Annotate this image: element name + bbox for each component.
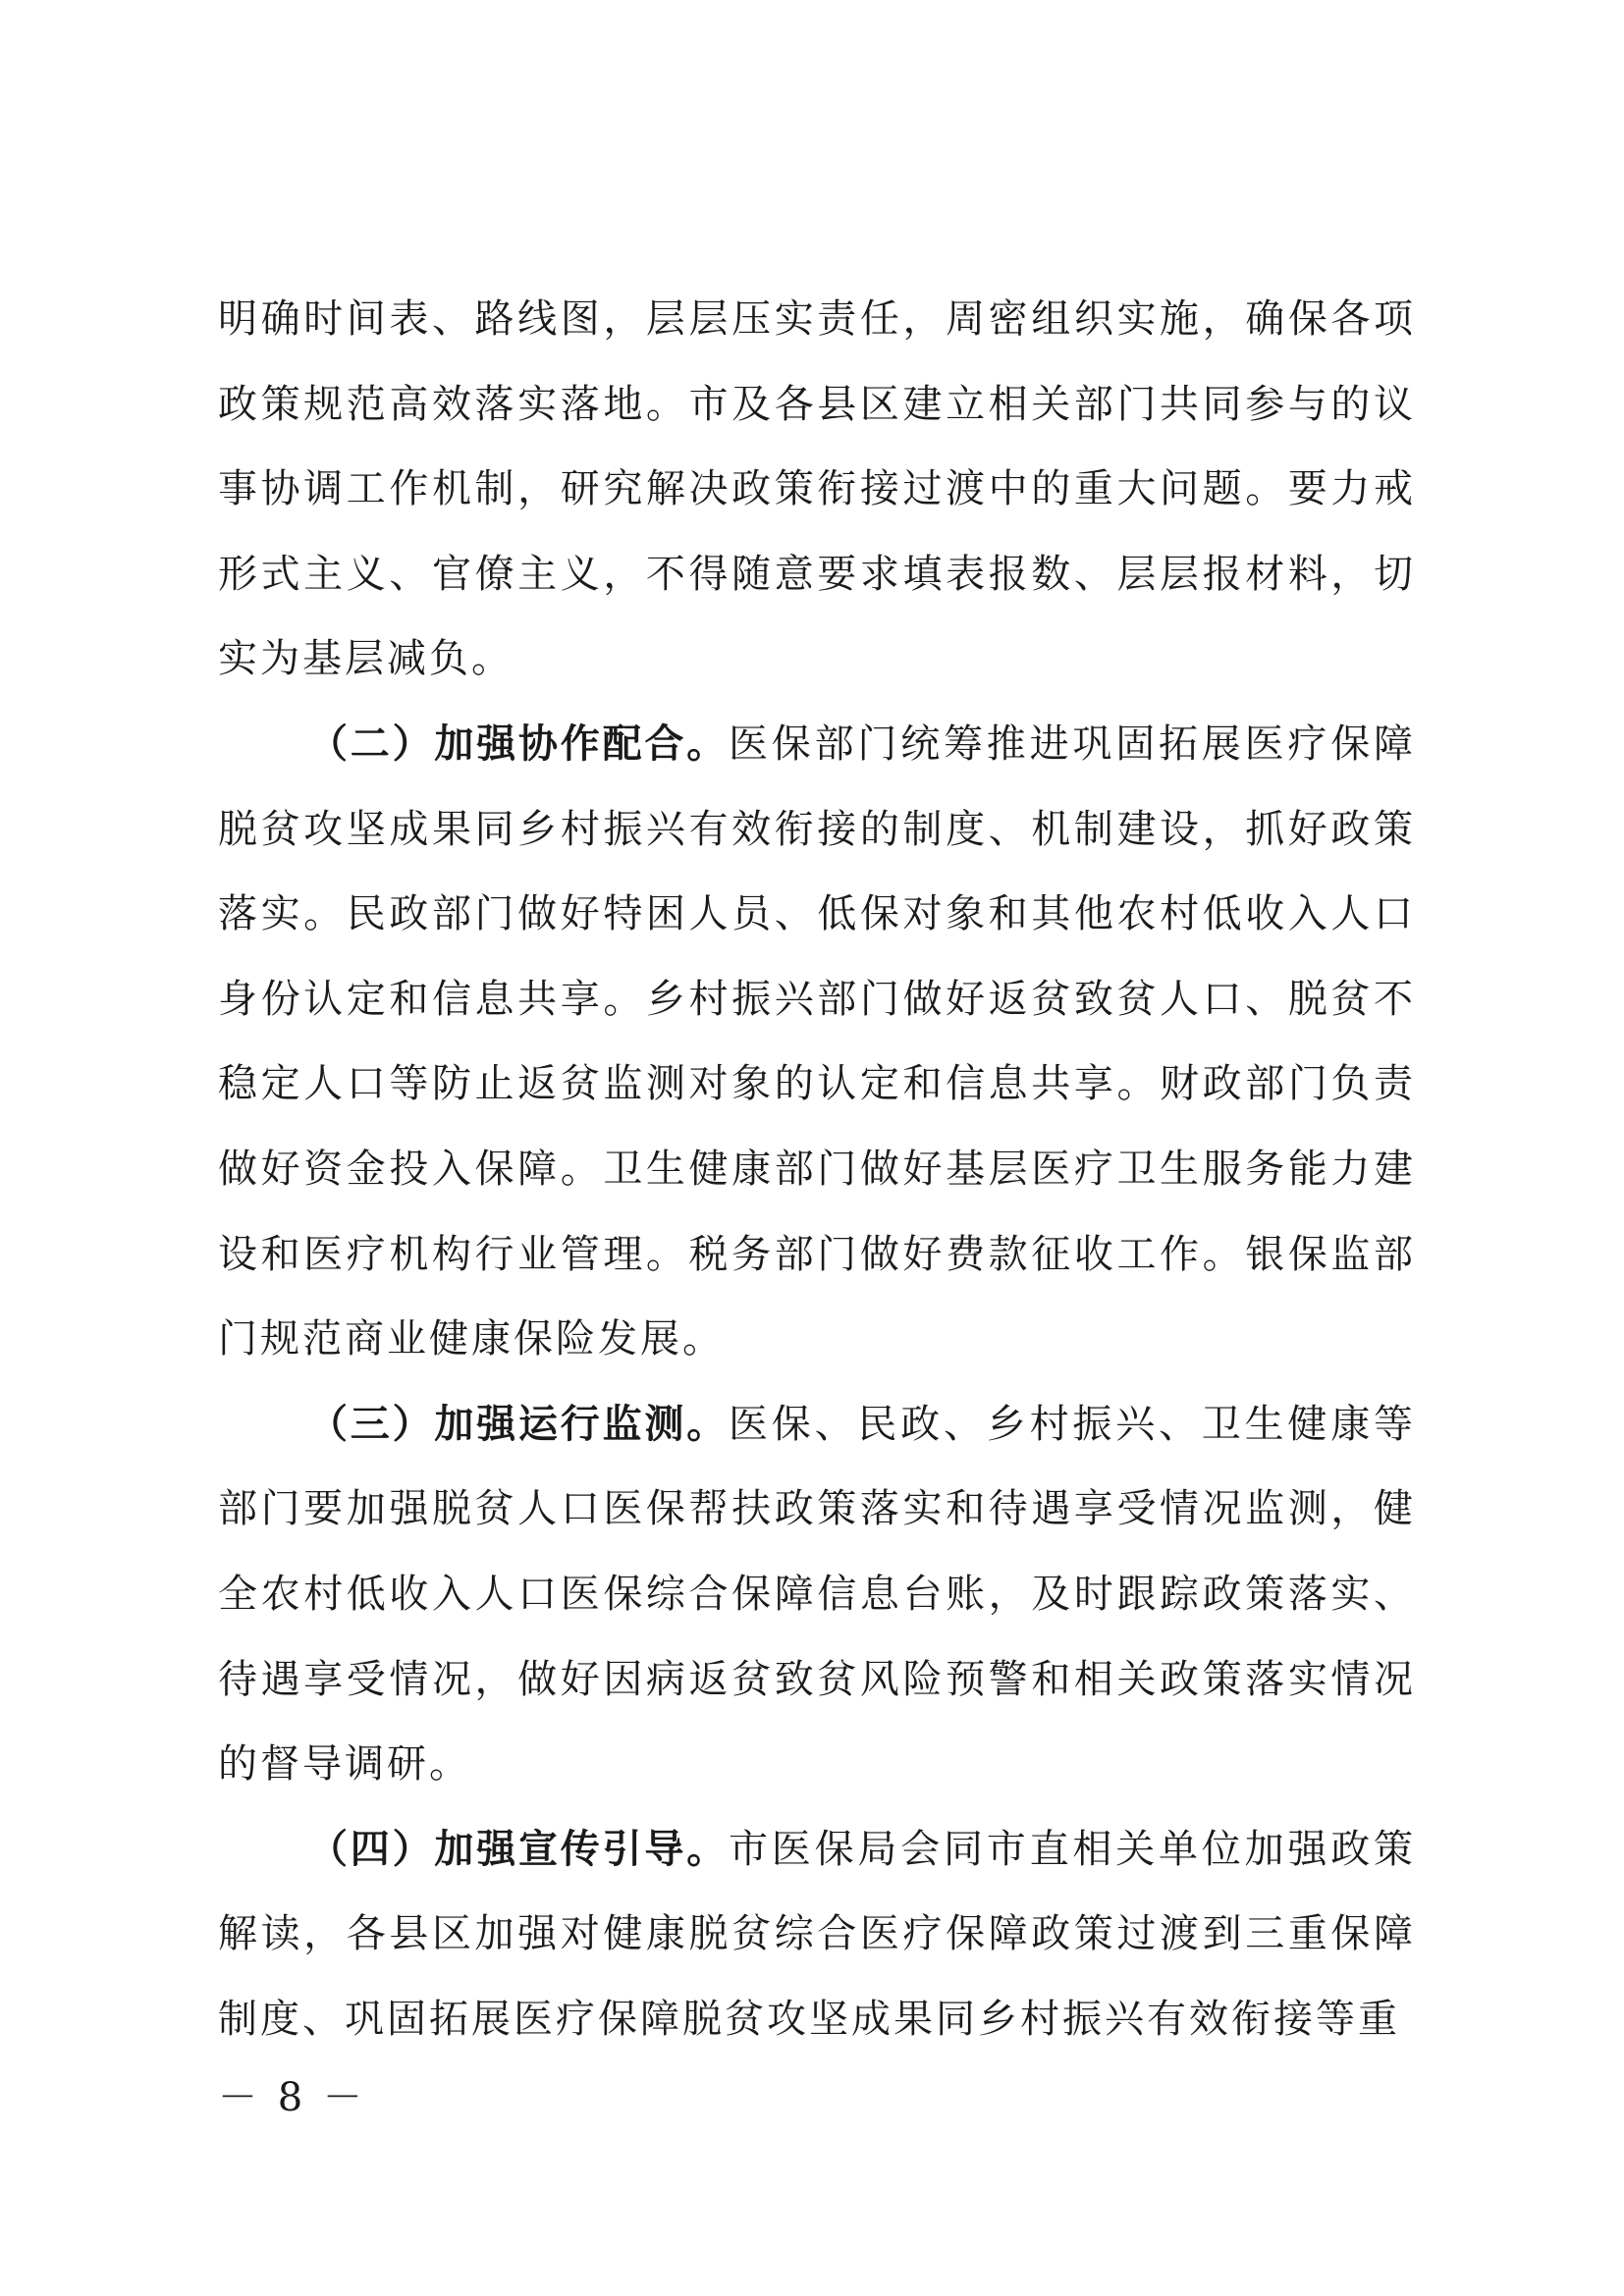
section-heading: （三）加强运行监测。 bbox=[308, 1401, 729, 1447]
paragraph-text: 医保部门统筹推进巩固拓展医疗保障脱贫攻坚成果同乡村振兴有效衔接的制度、机制建设，抓好政策落实。民政部门做好特困人员、低保对象和其他农村低收入人口身份认定和信息共享。乡村振兴部门做好返贫致贫人口、脱贫不稳定人口等防止返贫监测对象的认定和信息共享。财政部门负责做好资金投入保障。卫生健康部门做好基层医疗卫生服务能力建设和医疗机构行业管理。税务部门做好费款征收工作。银保监部门规范商业健康保险发展。 bbox=[218, 721, 1416, 1362]
paragraph-cooperation bbox=[218, 702, 1416, 1382]
document-body bbox=[218, 277, 1416, 2061]
paragraph-text: 医保、民政、乡村振兴、卫生健康等部门要加强脱贫人口医保帮扶政策落实和待遇享受情况监测，健全农村低收入人口医保综合保障信息台账，及时跟踪政策落实、待遇享受情况，做好因病返贫致贫风险预警和相关政策落实情况的督导调研。 bbox=[218, 1401, 1416, 1788]
section-heading: （二）加强协作配合。 bbox=[308, 721, 729, 767]
page-number: － 8 － bbox=[218, 2075, 366, 2120]
section-heading: （四）加强宣传引导。 bbox=[308, 1826, 729, 1872]
paragraph-continuation bbox=[218, 277, 1416, 702]
paragraph-monitoring bbox=[218, 1382, 1416, 1807]
paragraph-text: 明确时间表、路线图，层层压实责任，周密组织实施，确保各项政策规范高效落实落地。市及各县区建立相关部门共同参与的议事协调工作机制，研究解决政策衔接过渡中的重大问题。要力戒形式主义、官僚主义，不得随意要求填表报数、层层报材料，切实为基层减负。 bbox=[218, 296, 1416, 682]
paragraph-publicity bbox=[218, 1807, 1416, 2062]
paragraph-text: 市医保局会同市直相关单位加强政策解读，各县区加强对健康脱贫综合医疗保障政策过渡到三重保障制度、巩固拓展医疗保障脱贫攻坚成果同乡村振兴有效衔接等重 bbox=[218, 1826, 1416, 2042]
